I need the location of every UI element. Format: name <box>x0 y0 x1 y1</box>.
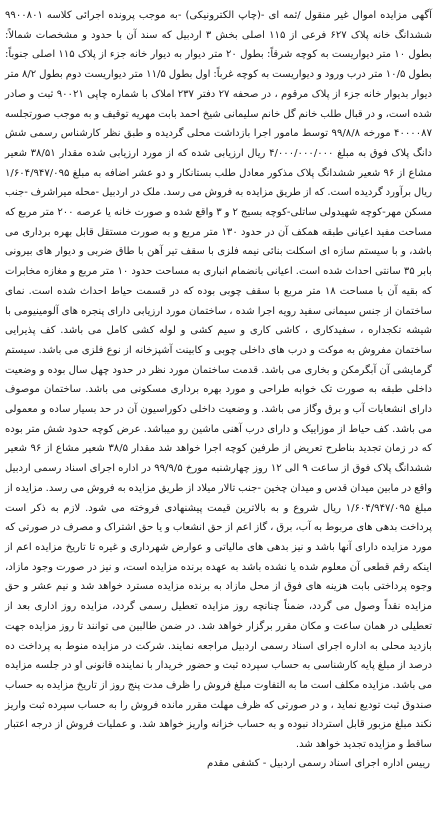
notice-signature: رییس اداره اجرای اسناد رسمی اردبیل - کشفی مقدم <box>206 757 430 769</box>
notice-body-text: آگهی مزایده اموال غیر منقول /ثمه ای -(چاپ الکترونیکی) -به موجب پرونده اجرائی کلاسه ۹۹۰۰۸۰۱ ششدانگ خانه پلاک ۶۲۷ فرعی از ۱۱۵ اصلی بخش ۳ اردبیل که سند آن با حدود و مشخصات شمالاً: بطول ۱۰ متر دیواریست به کوچه شرقاً: بطول ۲۰ متر دیوار به دیوار خانه جزء از پلاک ۱۱۵ اصلی جنوباً: بطول ۱۰/۵ متر درب ورود و دیواریست به کوچه غرباً: اول بطول ۱۱/۵ متر دیواریست دوم بطول ۸/۲ متر دیوار بدیوار خانه جزء از پلاک مرقوم ، در صحفه ۲۷ دفتر ۲۳۷ املاک با شماره چاپی ۹۰۰۲۱ ثبت و صادر شده است، و در قبال طلب خانم گل خانم سلیمانی شیخ احمد بابت مهریه توقیف و به موجب صورتجلسه ۴۰۰۰۰۸۷ مورخه ۹۹/۸/۸ توسط مامور اجرا بازداشت محلی گردیده و طبق نظر کارشناس رسمی شش دانگ پلاک فوق به مبلغ ۴/۰۰۰/۰۰۰/۰۰۰ ریال ارزیابی شده که از مورد ارزیابی شده مقدار ۳۸/۵۱ شعیر مشاع از ۹۶ شعیر ششدانگ پلاک مذکور معادل طلب بستانکار و دو عشر اضافه به مبلغ ۱/۶۰۴/۹۴۷/۰۹۵ ریال برآورد گردیده است. که از طریق مزایده به فروش می رسد. ملک در اردبیل -محله میراشرف -جنب مسکن مهر-کوچه شهیدولی ساتلی-کوچه بسیج ۲ و ۳ واقع شده و صورت خانه یا عرصه ۲۰۰ متر مربع که مساحت مفید اعیانی طبقه همکف آن در حدود ۱۳۰ متر مربع و به صورت مستقل قابل بهره برداری می باشد، و با سیستم سازه ای اسکلت بنائی نیمه فلزی با سقف تیر آهن با طاق ضربی و دیوار های بیرونی بابر ۳۵ سانتی احداث شده است. اعیانی بانضمام انباری به مساحت حدود ۱۰ متر مربع و مغازه مخابرات که بقیه آن با مساحت ۱۸ متر مربع با سقف چوبی بوده که در قسمت حیاط احداث شده است. نمای ساختمان از جنس سیمانی سفید رویه اجرا شده ، ساختمان مورد ارزیابی دارای پنجره های آلومینیومی با شیشه تکجداره ، سفیدکاری ، کاشی کاری و سیم کشی و لوله کشی کامل می باشد. کف پذیرایی ساختمان مفروش به موکت و درب های داخلی چوبی و کابینت آشپزخانه از نوع فلزی می باشد. سیستم گرمایشی آن آبگرمکن و بخاری می باشد. قدمت ساختمان مورد نظر در حدود چهل سال بوده و وضعیت داخلی طبقه به صورت تک خوابه طراحی و مورد بهره برداری مسکونی می باشد. ساختمان موصوف دارای انشعابات آب و برق وگاز می باشد. و وضعیت داخلی دکوراسیون آن در حد بسیار ساده و معمولی می باشد. کف حیاط از موزاییک و دارای درب آهنی ماشین رو میباشد. عرض کوچه حدود شش متر بوده که در زمان تجدید بناطرح تعریض از طرفین کوچه اجرا خواهد شد مقدار ۳۸/۵ شعیر مشاع از ۹۶ شعیر ششدانگ پلاک فوق از ساعت ۹ الی ۱۲ روز چهارشنبه مورخ ۹۹/۹/۵ در اداره اجرای اسناد رسمی اردبیل واقع در مابین میدان قدس و میدان چخین -جنب تالار میلاد از طریق مزایده به فروش می رسد. مزایده از مبلغ ۱/۶۰۴/۹۴۷/۰۹۵ ریال شروع و به بالاترین قیمت پیشنهادی فروخته می شود. لازم به ذکر است پرداخت بدهی های مربوط به آب، برق ، گاز اعم از حق انشعاب و یا حق اشتراک و مصرف در صورتی که مورد مزایده دارای آنها باشد و نیز بدهی های مالیاتی و عوارض شهرداری و غیره تا تاریخ مزایده اعم از اینکه رقم قطعی آن معلوم شده یا نشده باشد به عهده برنده مزایده است، و نیز در صورت وجود مازاد، وجوه پرداختی بابت هزینه های فوق از محل مازاد به برنده مزایده مسترد خواهد شد و نیم عشر و حق مزایده نقداً وصول می گردد، ضمناً چنانچه روز مزایده تعطیل رسمی گردد، مزایده روز اداری بعد از تعطیلی در همان ساعت و مکان مقرر برگزار خواهد شد. در ضمن طالبین می توانند تا روز مزایده جهت بازدید محلی به اداره اجرای اسناد رسمی اردبیل مراجعه نمایند. شرکت در مزایده منوط به پرداخت ده درصد از مبلغ پایه کارشناسی به حساب سپرده ثبت و حضور خریدار با نماینده قانونی او در جلسه مزایده می باشد. مزایده مکلف است ما به التفاوت مبلغ فروش را ظرف مدت پنج روز از تاریخ مزایده به حساب صندوق ثبت تودیع نماید ، و در صورتی که ظرف مهلت مقرر مانده فروش را به حساب سپرده ثبت واریز نکند مبلغ مزبور قابل استرداد نبوده و به حساب خزانه واریز خواهد شد. و عملیات فروش از درجه اعتبار ساقط و مزایده تجدید خواهد شد. <box>5 10 432 751</box>
